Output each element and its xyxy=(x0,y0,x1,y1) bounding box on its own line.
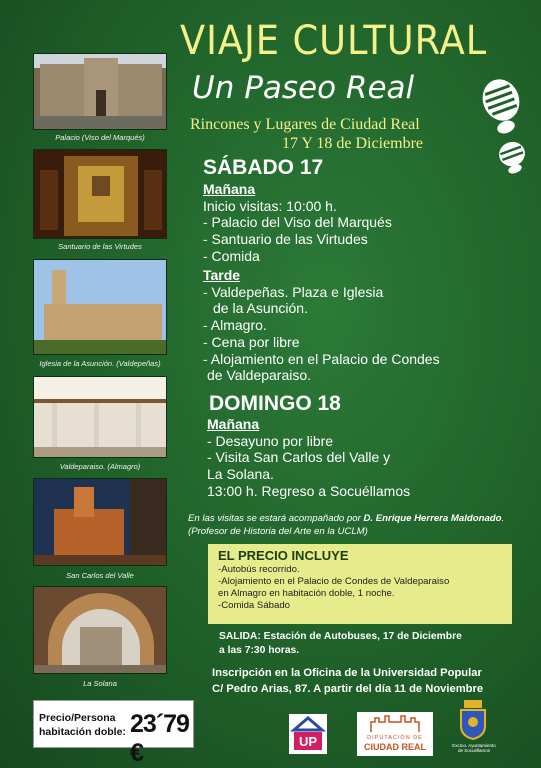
schedule-line: - Cena por libre xyxy=(203,333,300,350)
diputacion-logo xyxy=(357,712,433,756)
castle-icon xyxy=(357,712,433,734)
includes-item: -Comida Sábado xyxy=(218,600,290,611)
schedule-line: - Alojamiento en el Palacio de Condes xyxy=(203,350,440,367)
schedule-line: - Comida xyxy=(203,247,260,264)
dates: 17 Y 18 de Diciembre xyxy=(282,135,423,152)
sunday-title: DOMINGO 18 xyxy=(209,392,341,415)
photo-palacio xyxy=(33,53,167,130)
registration-info xyxy=(212,665,483,697)
photo-caption: La Solana xyxy=(83,679,117,688)
includes-item: -Alojamiento en el Palacio de Condes de Valdeparaiso xyxy=(218,576,450,587)
up-logo xyxy=(289,714,327,754)
ayuntamiento-line: de Socuéllamos xyxy=(457,748,491,753)
ayuntamiento-caption xyxy=(448,743,500,753)
schedule-line: - Almagro. xyxy=(203,317,267,334)
afternoon-heading: Tarde xyxy=(203,267,241,283)
registration-line: Inscripción en la Oficina de la Universidad Popular xyxy=(212,667,482,679)
saturday-morning xyxy=(203,181,392,265)
photo-san-carlos xyxy=(33,478,167,566)
morning-heading: Mañana xyxy=(207,416,260,432)
departure-line: SALIDA: Estación de Autobuses, 17 de Diciembre xyxy=(219,631,462,642)
crest-icon xyxy=(458,698,488,740)
includes-title: EL PRECIO INCLUYE xyxy=(218,548,349,563)
includes-item: en Almagro en habitación doble, 1 noche. xyxy=(218,588,395,599)
departure-line: a las 7:30 horas. xyxy=(219,645,300,656)
sunday-morning xyxy=(207,416,410,500)
price-label xyxy=(39,711,126,739)
schedule-line: Inicio visitas: 10:00 h. xyxy=(203,197,337,214)
ayuntamiento-line: Excmo. Ayuntamiento xyxy=(452,743,496,748)
schedule-line: - Santuario de las Virtudes xyxy=(203,231,368,248)
guide-note xyxy=(188,512,528,538)
price-card xyxy=(33,700,194,767)
photo-caption: Santuario de las Virtudes xyxy=(58,242,142,251)
footprint-icon xyxy=(495,140,529,174)
schedule-line: - Valdepeñas. Plaza e Iglesia xyxy=(203,283,384,300)
poster-subtitle: Un Paseo Real xyxy=(192,70,415,106)
schedule-line: - Visita San Carlos del Valle y xyxy=(207,449,391,466)
price-includes-box xyxy=(208,544,512,624)
photo-caption: Valdeparaiso. (Almagro) xyxy=(59,462,141,471)
schedule-line: de la Asunción. xyxy=(213,300,308,317)
tagline: Rincones y Lugares de Ciudad Real xyxy=(190,116,420,133)
poster-title: VIAJE CULTURAL xyxy=(180,18,488,64)
schedule-line: La Solana. xyxy=(207,466,274,483)
price-value: 23´79 € xyxy=(130,710,189,767)
note-prefix: En las visitas se estará acompañado por xyxy=(188,513,364,524)
guide-name: D. Enrique Herrera Maldonado xyxy=(363,513,502,524)
price-label-line: Precio/Persona xyxy=(39,712,116,724)
photo-caption: Palacio (Viso del Marqués) xyxy=(55,133,145,142)
diputacion-line1: DIPUTACIÓN DE xyxy=(367,735,423,741)
saturday-title: SÁBADO 17 xyxy=(203,156,324,179)
footprint-icon xyxy=(478,78,524,134)
diputacion-line2: CIUDAD REAL xyxy=(364,742,426,752)
photo-santuario xyxy=(33,149,167,239)
price-label-line: habitación doble: xyxy=(39,726,126,738)
schedule-line: - Desayuno por libre xyxy=(207,432,334,449)
note-suffix: . (Profesor de Historia del Arte en la UCLM) xyxy=(188,513,505,537)
photo-caption: Iglesia de la Asunción. (Valdepeñas) xyxy=(39,359,161,368)
morning-heading: Mañana xyxy=(203,181,256,197)
photo-iglesia xyxy=(33,259,167,355)
photo-caption: San Carlos del Valle xyxy=(66,571,134,580)
schedule-line: - Palacio del Viso del Marqués xyxy=(203,214,392,231)
ayuntamiento-crest xyxy=(458,698,488,740)
photo-la-solana xyxy=(33,586,167,674)
includes-item: -Autobús recorrido. xyxy=(218,564,300,575)
saturday-afternoon xyxy=(203,267,440,384)
registration-line: C/ Pedro Arias, 87. A partir del día 11 de Noviembre xyxy=(212,683,484,695)
schedule-line: de Valdeparaiso. xyxy=(207,367,312,384)
departure-info xyxy=(219,630,462,658)
photo-valdeparaiso xyxy=(33,376,167,458)
schedule-line: 13:00 h. Regreso a Socuéllamos xyxy=(207,482,411,499)
up-logo-text: UP xyxy=(298,734,318,749)
